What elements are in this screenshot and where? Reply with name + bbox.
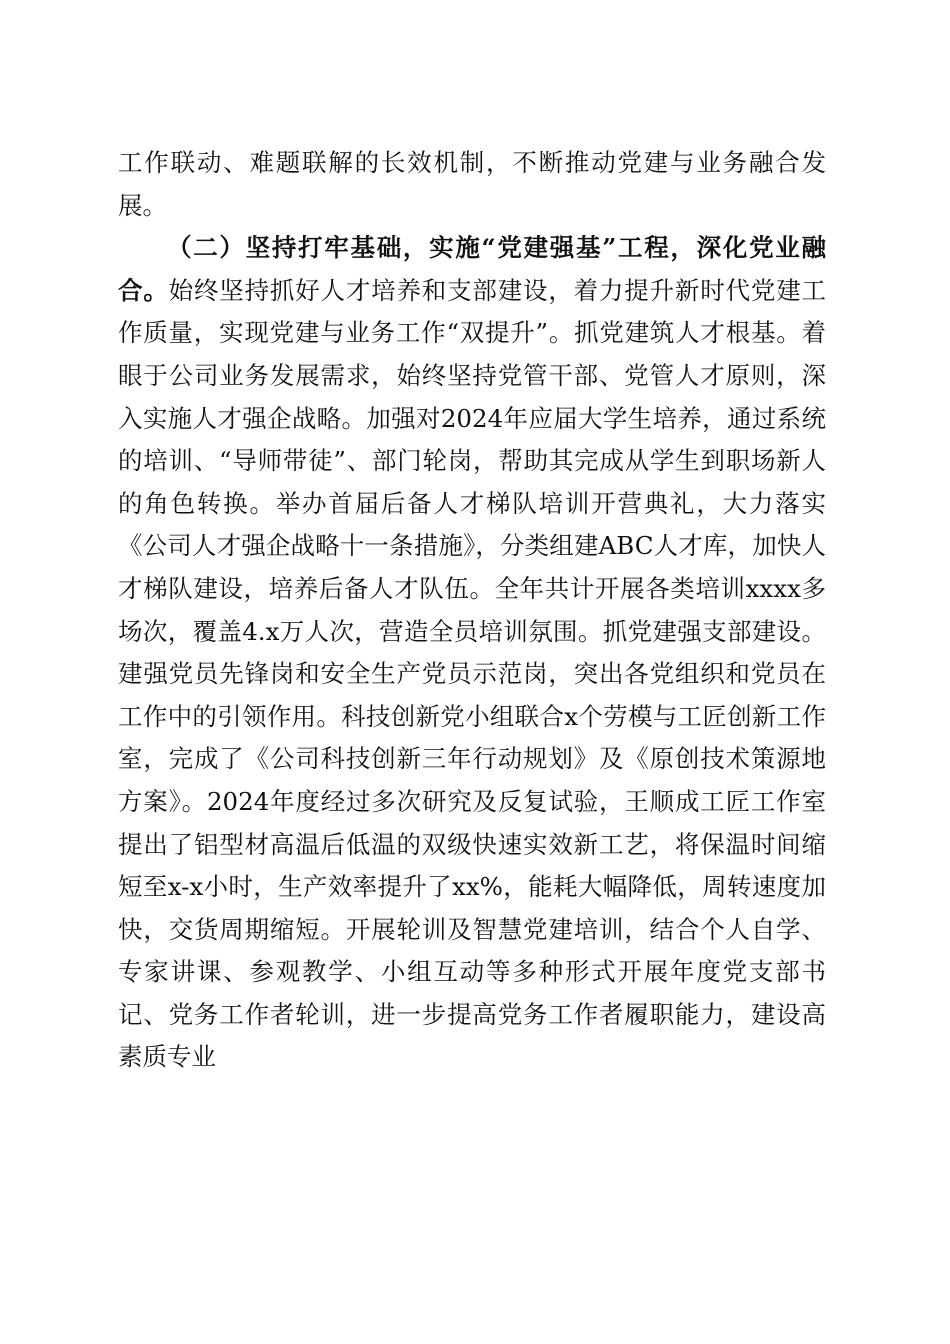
- section-heading: （二）坚持打牢基础，实施“党建强基”工程，深化党业融合。: [118, 233, 826, 305]
- document-body: [118, 142, 826, 1079]
- section-body: 始终坚持抓好人才培养和支部建设，着力提升新时代党建工作质量，实现党建与业务工作“双提升”。抓党建筑人才根基。着眼于公司业务发展需求，始终坚持党管干部、党管人才原则，深入实施人才强企战略。加强对2024年应届大学生培养，通过系统的培训、“导师带徒”、部门轮岗，帮助其完成从学生到职场新人的角色转换。举办首届后备人才梯队培训开营典礼，大力落实《公司人才强企战略十一条措施》，分类组建ABC人才库，加快人才梯队建设，培养后备人才队伍。全年共计开展各类培训xxxx多场次，覆盖4.x万人次，营造全员培训氛围。抓党建强支部建设。建强党员先锋岗和安全生产党员示范岗，突出各党组织和党员在工作中的引领作用。科技创新党小组联合x个劳模与工匠创新工作室，完成了《公司科技创新三年行动规划》及《原创技术策源地方案》。2024年度经过多次研究及反复试验，王顺成工匠工作室提出了铝型材高温后低温的双级快速实效新工艺，将保温时间缩短至x-x小时，生产效率提升了xx%，能耗大幅降低，周转速度加快，交货周期缩短。开展轮训及智慧党建培训，结合个人自学、专家讲课、参观教学、小组互动等多种形式开展年度党支部书记、党务工作者轮训，进一步提高党务工作者履职能力，建设高素质专业: [118, 275, 827, 1072]
- paragraph-section-2: [118, 227, 826, 1079]
- paragraph-continuation: 工作联动、难题联解的长效机制，不断推动党建与业务融合发展。: [118, 148, 826, 220]
